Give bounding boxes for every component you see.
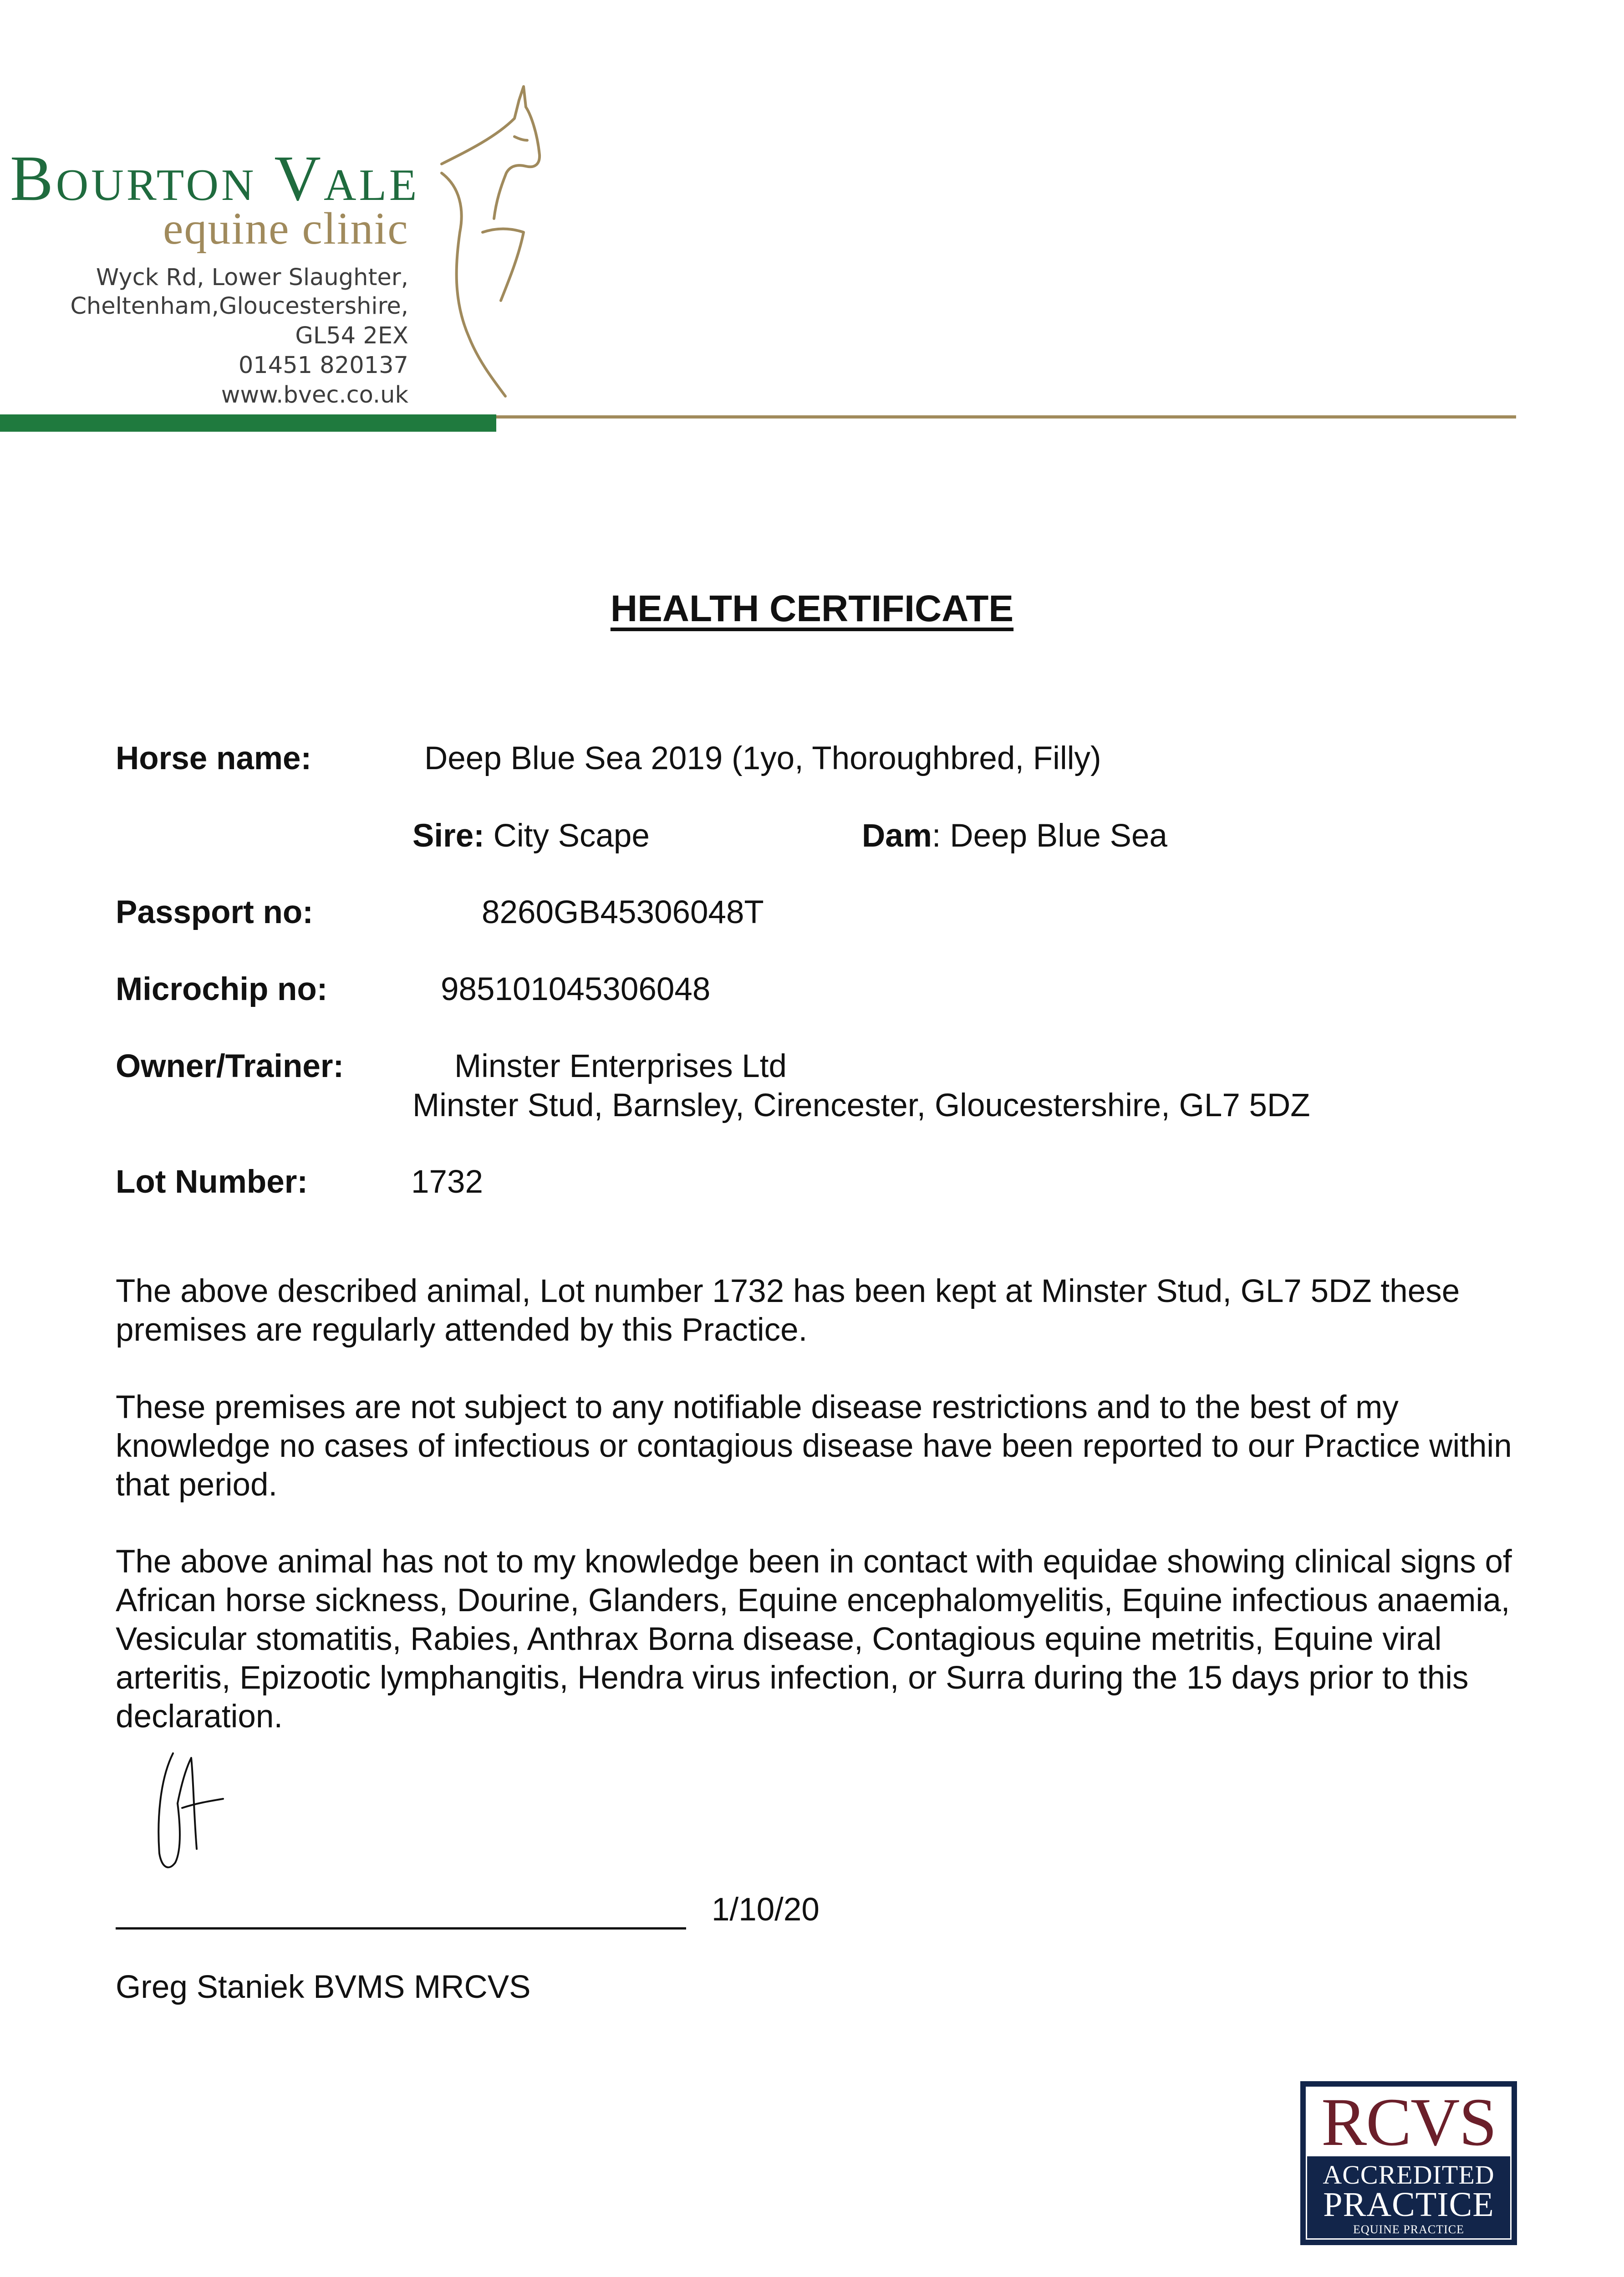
header-gold-line (496, 415, 1516, 419)
horse-head-logo-icon (433, 82, 542, 401)
paragraph-disease-contact: The above animal has not to my knowledge been in contact with equidae showing clinical signs of African horse sickness, Dourine, Glanders, Equine encephalomyelitis, Equine infectious anaemia, Vesicular stomatitis, Rabies, Anthrax Borna disease, Contagious equine metritis, Equine viral arteritis, Epizootic lymphangitis, Hendra virus infection, or Surra during the 15 days prior to this declaration. (116, 1544, 1512, 1735)
paragraph-premises: The above described animal, Lot number 1732 has been kept at Minster Stud, GL7 5DZ these premises are regularly attended by this Practice. (116, 1273, 1460, 1348)
sire-field (412, 820, 650, 852)
badge-practice: PRACTICE (1323, 2185, 1494, 2224)
sire-label: Sire: (412, 818, 484, 854)
owner-name: Minster Enterprises Ltd (454, 1048, 787, 1084)
sire-value: City Scape (484, 818, 650, 854)
signatory-name: Greg Staniek BVMS MRCVS (116, 1969, 531, 2005)
header-green-bar (0, 414, 496, 432)
owner-label: Owner/Trainer: (116, 1048, 344, 1084)
phone-number: 01451 820137 (238, 352, 408, 379)
signature-date: 1/10/20 (712, 1892, 820, 1928)
lot-number-value: 1732 (411, 1164, 483, 1200)
address-line-3: GL54 2EX (295, 322, 408, 349)
passport-value: 8260GB45306048T (482, 894, 764, 930)
horse-name-value: Deep Blue Sea 2019 (1yo, Thoroughbred, Filly) (424, 740, 1101, 776)
dam-value: : Deep Blue Sea (932, 818, 1167, 854)
certificate-title: HEALTH CERTIFICATE (610, 588, 1014, 629)
signature-line (116, 1927, 686, 1930)
microchip-label: Microchip no: (116, 971, 328, 1007)
dam-label: Dam (862, 818, 932, 854)
rcvs-accredited-badge (1300, 2081, 1517, 2245)
dam-field (862, 820, 1167, 852)
lot-number-label: Lot Number: (116, 1164, 308, 1200)
badge-equine-practice: EQUINE PRACTICE (1353, 2223, 1464, 2236)
clinic-subtitle: equine clinic (163, 203, 409, 254)
badge-accredited: ACCREDITED (1323, 2160, 1495, 2190)
passport-label: Passport no: (116, 894, 313, 930)
clinic-name: Bourton Vale (10, 142, 420, 214)
horse-name-label: Horse name: (116, 740, 312, 776)
owner-address: Minster Stud, Barnsley, Cirencester, Gloucestershire, GL7 5DZ (412, 1087, 1310, 1123)
paragraph-restrictions: These premises are not subject to any notifiable disease restrictions and to the best of my knowledge no cases of infectious or contagious disease have been reported to our Practice within that period. (116, 1389, 1512, 1503)
website: www.bvec.co.uk (221, 382, 408, 408)
rcvs-wordmark: RCVS (1307, 2088, 1510, 2156)
handwritten-signature (155, 1740, 237, 1876)
address-line-2: Cheltenham,Gloucestershire, (70, 293, 408, 320)
address-line-1: Wyck Rd, Lower Slaughter, (96, 264, 408, 291)
microchip-value: 985101045306048 (441, 971, 711, 1007)
